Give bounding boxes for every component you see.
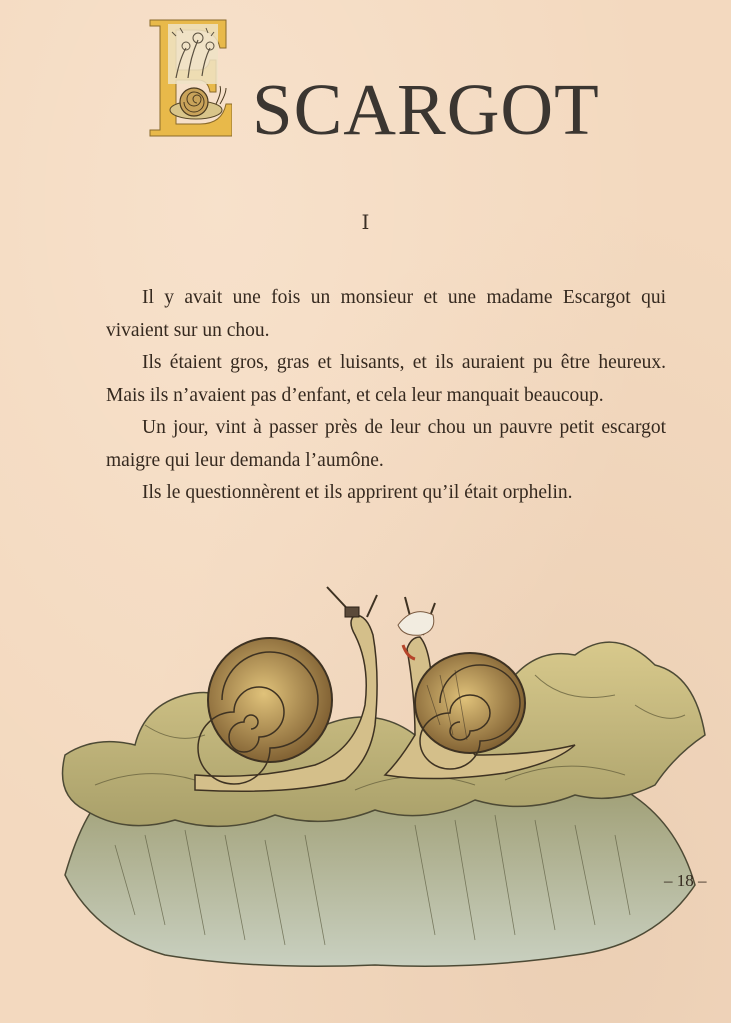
story-text: [106, 282, 666, 510]
dropcap-e-icon: [146, 18, 232, 138]
title-text: SCARGOT: [252, 69, 600, 150]
snails-on-cabbage-illustration: [55, 585, 715, 975]
chapter-number: I: [361, 210, 370, 234]
page-number: – 18 –: [664, 871, 707, 890]
chapter-title: [146, 18, 646, 150]
paragraph-1: Il y avait une fois un monsieur et une madame Escargot qui vivaient sur un chou.: [106, 287, 666, 341]
cabbage-snails-icon: [55, 585, 715, 975]
paragraph-2: Ils étaient gros, gras et luisants, et ils auraient pu être heureux. Mais ils n’avaient pas d’enfant, et cela leur manquait beaucoup.: [106, 352, 666, 406]
paragraph-4: Ils le questionnèrent et ils apprirent qu’il était orphelin.: [142, 482, 573, 503]
paragraph-3: Un jour, vint à passer près de leur chou un pauvre petit escargot maigre qui leur demanda l’aumône.: [106, 417, 666, 471]
illuminated-dropcap: [146, 18, 232, 138]
